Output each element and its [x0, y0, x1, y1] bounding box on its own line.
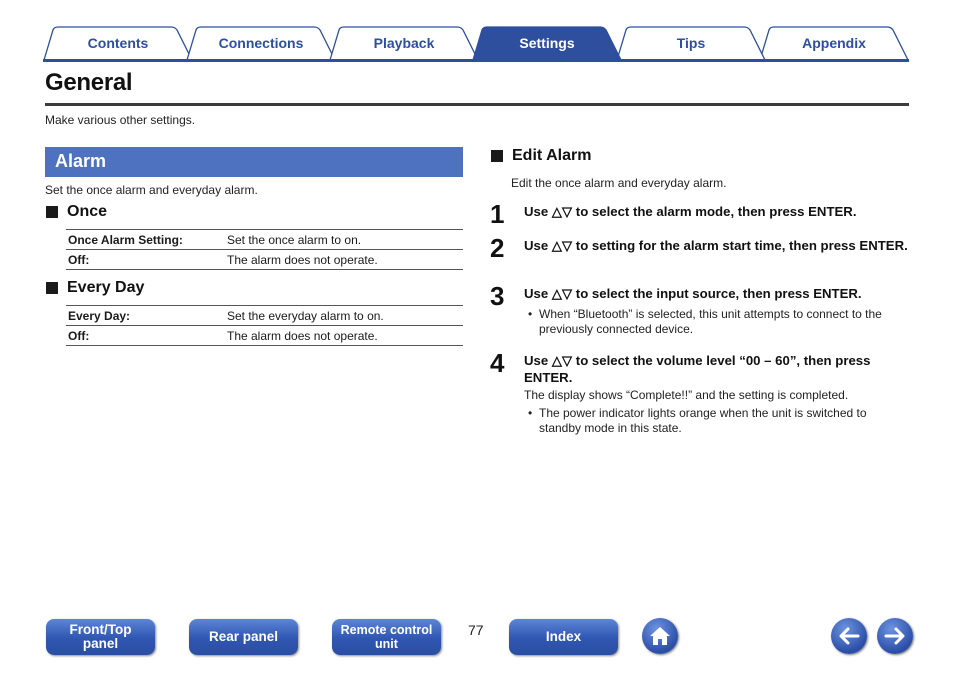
page-number: 77 [468, 622, 484, 638]
table-value: The alarm does not operate. [225, 326, 463, 346]
step-number: 1 [490, 199, 505, 229]
once-heading-label: Once [67, 203, 108, 220]
tab-appendix[interactable]: Appendix [759, 26, 909, 60]
index-label: Index [545, 629, 582, 644]
index-button[interactable] [509, 619, 618, 655]
step-number: 4 [490, 348, 505, 378]
step-number: 2 [490, 233, 505, 263]
everyday-heading-label: Every Day [67, 279, 145, 296]
page-title: General [45, 69, 133, 96]
table-row [66, 326, 463, 346]
front-top-panel-button[interactable] [46, 619, 155, 655]
table-key: Off: [66, 326, 225, 346]
everyday-heading [46, 279, 144, 297]
edit-alarm-heading-label: Edit Alarm [512, 147, 592, 164]
tab-tips[interactable]: Tips [616, 26, 766, 60]
step-text: Use △▽ to select the alarm mode, then press ENTER. [524, 204, 857, 219]
alarm-section-heading: Alarm [45, 147, 463, 177]
page-intro: Make various other settings. [45, 113, 196, 127]
square-bullet-icon [46, 282, 58, 294]
square-bullet-icon [46, 206, 58, 218]
table-row [66, 250, 463, 270]
rear-panel-label: Rear panel [208, 629, 279, 644]
table-value: Set the once alarm to on. [225, 230, 463, 250]
step-note: The display shows “Complete!!” and the setting is completed. [524, 388, 849, 402]
step-number: 3 [490, 281, 505, 311]
remote-control-unit-label: Remote control unit [340, 623, 433, 651]
tab-playback[interactable]: Playback [329, 26, 479, 60]
table-key: Off: [66, 250, 225, 270]
tab-contents[interactable]: Contents [43, 26, 193, 60]
once-heading [46, 203, 107, 221]
table-key: Every Day: [66, 306, 225, 326]
forward-button[interactable] [877, 618, 913, 654]
step-text: Use △▽ to select the volume level “00 – 60”, then press ENTER. [524, 353, 871, 385]
back-button[interactable] [831, 618, 867, 654]
title-divider [45, 103, 909, 106]
tab-underline [43, 59, 909, 62]
edit-alarm-description: Edit the once alarm and everyday alarm. [511, 176, 727, 190]
arrow-left-icon [836, 623, 862, 649]
once-table [66, 229, 463, 270]
square-bullet-icon [491, 150, 503, 162]
table-value: Set the everyday alarm to on. [225, 306, 463, 326]
home-button[interactable] [642, 618, 678, 654]
table-row [66, 230, 463, 250]
edit-alarm-heading [491, 147, 591, 165]
remote-control-unit-button[interactable] [332, 619, 441, 655]
table-row [66, 306, 463, 326]
everyday-table [66, 305, 463, 346]
step-bullet-note: • The power indicator lights orange when the unit is switched to standby mode in this state. [528, 406, 908, 436]
tab-bar [43, 26, 909, 62]
front-top-panel-label: Front/Top panel [69, 622, 132, 651]
home-icon [647, 623, 673, 649]
tab-settings[interactable]: Settings [472, 26, 622, 60]
step-text: Use △▽ to select the input source, then press ENTER. [524, 286, 862, 301]
tab-connections[interactable]: Connections [186, 26, 336, 60]
step-bullet-note: • When “Bluetooth” is selected, this unit attempts to connect to the previously connected device. [528, 307, 908, 337]
step-text: Use △▽ to setting for the alarm start time, then press ENTER. [524, 238, 908, 253]
table-value: The alarm does not operate. [225, 250, 463, 270]
alarm-description: Set the once alarm and everyday alarm. [45, 183, 258, 197]
table-key: Once Alarm Setting: [66, 230, 225, 250]
arrow-right-icon [882, 623, 908, 649]
rear-panel-button[interactable] [189, 619, 298, 655]
